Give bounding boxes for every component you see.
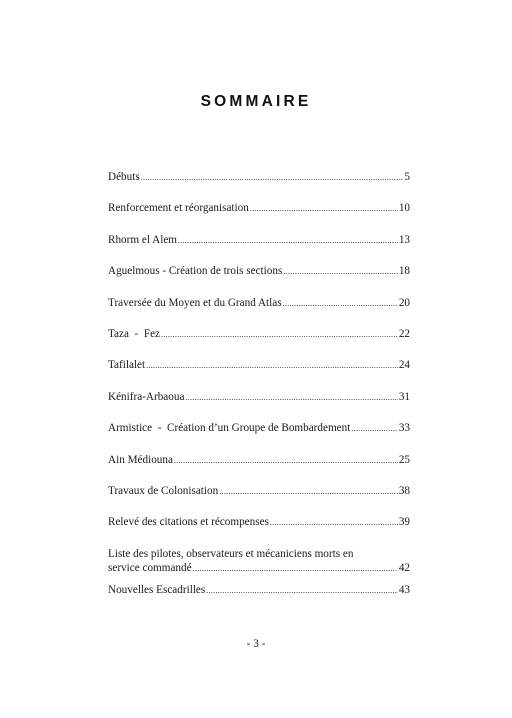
toc-leader-dots bbox=[161, 328, 398, 342]
toc-leader-dots bbox=[185, 391, 397, 405]
toc-leader-dots bbox=[270, 516, 398, 530]
toc-leader-dots bbox=[283, 265, 398, 279]
toc-entry-page: 43 bbox=[398, 583, 410, 596]
toc-entry-title: Armistice - Création d’un Groupe de Bombardement bbox=[108, 422, 351, 435]
toc-leader-dots bbox=[283, 297, 398, 311]
toc-entry-page: 18 bbox=[398, 265, 410, 278]
toc-entry-title: Traversée du Moyen et du Grand Atlas bbox=[108, 296, 282, 309]
toc-leader-dots bbox=[206, 584, 398, 598]
toc-entry bbox=[108, 453, 410, 484]
toc-entry-title: Débuts bbox=[108, 171, 140, 183]
toc-entry bbox=[108, 421, 410, 452]
toc-leader-dots bbox=[174, 454, 398, 468]
toc-entry-page: 22 bbox=[398, 327, 410, 340]
toc-entry bbox=[108, 583, 410, 614]
table-of-contents bbox=[108, 170, 410, 614]
toc-entry-title: Relevé des citations et récompenses bbox=[108, 516, 269, 529]
page-title: SOMMAIRE bbox=[200, 93, 312, 110]
toc-entry bbox=[108, 390, 410, 421]
toc-leader-dots bbox=[178, 234, 398, 248]
toc-entry bbox=[108, 296, 410, 327]
toc-entry-page: 24 bbox=[398, 359, 410, 372]
toc-entry-page: 5 bbox=[404, 171, 410, 183]
toc-entry bbox=[108, 264, 410, 295]
toc-entry-title: Taza - Fez bbox=[108, 327, 161, 340]
toc-entry-title: Travaux de Colonisation bbox=[108, 484, 219, 497]
toc-entry-page: 31 bbox=[398, 390, 410, 403]
toc-entry-title: Renforcement et réorganisation bbox=[108, 202, 249, 215]
toc-entry bbox=[108, 201, 410, 232]
toc-entry bbox=[108, 327, 410, 358]
toc-entry-title: service commandé bbox=[108, 561, 192, 574]
toc-entry-page: 33 bbox=[398, 422, 410, 435]
toc-entry-title: Ain Médiouna bbox=[108, 453, 173, 466]
page-number: - 3 - bbox=[246, 638, 266, 650]
toc-entry-title: Nouvelles Escadrilles bbox=[108, 583, 206, 596]
toc-leader-dots bbox=[193, 562, 398, 576]
toc-entry bbox=[108, 484, 410, 515]
toc-entry-title: Tafilalet bbox=[108, 359, 146, 372]
toc-leader-dots bbox=[219, 485, 398, 499]
toc-entry-page: 38 bbox=[398, 484, 410, 497]
toc-entry-title-line1: Liste des pilotes, observateurs et mécaniciens morts en bbox=[108, 547, 354, 560]
toc-leader-dots bbox=[141, 171, 404, 185]
toc-entry-page: 25 bbox=[398, 453, 410, 466]
toc-entry bbox=[108, 547, 410, 583]
toc-entry-title: Rhorm el Alem bbox=[108, 233, 177, 246]
toc-entry-page: 39 bbox=[398, 516, 410, 529]
toc-entry-page: 42 bbox=[398, 561, 410, 574]
toc-entry bbox=[108, 170, 410, 201]
toc-leader-dots bbox=[146, 359, 398, 373]
toc-entry bbox=[108, 515, 410, 546]
toc-entry bbox=[108, 233, 410, 264]
toc-leader-dots bbox=[250, 202, 398, 216]
toc-entry-title: Aguelmous - Création de trois sections bbox=[108, 265, 283, 278]
toc-entry-page: 10 bbox=[398, 202, 410, 215]
toc-entry-title: Kénifra-Arbaoua bbox=[108, 390, 185, 403]
toc-entry-page: 20 bbox=[398, 296, 410, 309]
toc-entry bbox=[108, 358, 410, 389]
toc-leader-dots bbox=[351, 422, 397, 436]
toc-entry-page: 13 bbox=[398, 233, 410, 246]
